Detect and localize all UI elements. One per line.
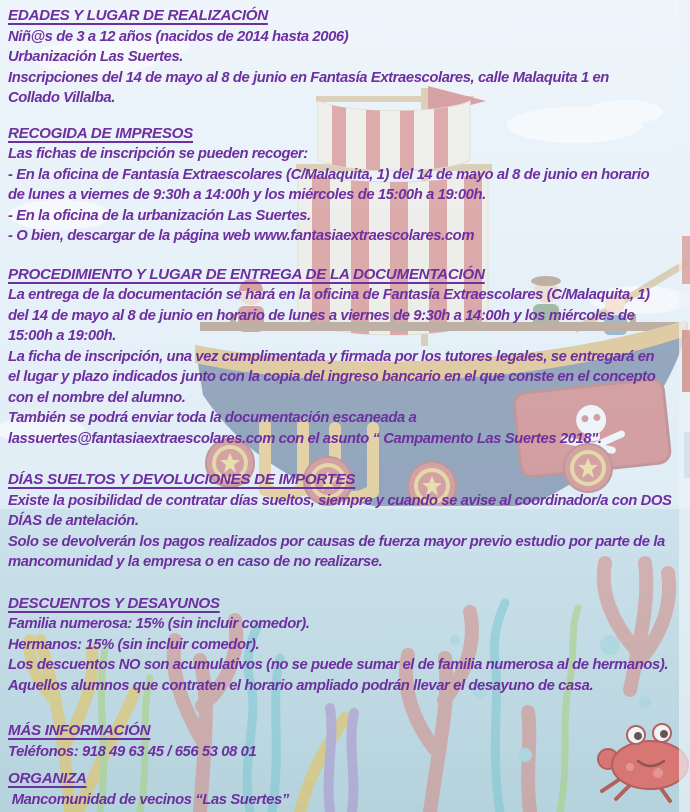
- section-recogida-impresos: [8, 124, 690, 247]
- email-line: lassuertes@fantasiaextraescolares.com con el asunto “ Campamento Las Suertes 2018".: [8, 430, 602, 447]
- text-line: con el nombre del alumno.: [8, 389, 186, 406]
- text-line: - En la oficina de la urbanización Las Suertes.: [8, 207, 311, 224]
- text-line: el lugar y plazo indicados junto con la copia del ingreso bancario en el que conste en el concepto: [8, 369, 656, 385]
- text-line: Collado Villalba.: [8, 90, 115, 106]
- section-heading: DESCUENTOS Y DESAYUNOS: [8, 594, 220, 612]
- section-heading: EDADES Y LUGAR DE REALIZACIÓN: [8, 7, 268, 24]
- text-line: La entrega de la documentación se hará en la oficina de Fantasía Extraescolares (C/Malaquita, 1): [8, 287, 650, 303]
- section-heading: ORGANIZA: [8, 770, 87, 787]
- section-edades-y-lugar: [8, 6, 690, 109]
- section-heading: RECOGIDA DE IMPRESOS: [8, 124, 193, 142]
- text-line: También se podrá enviar toda la documentación escaneada a: [8, 410, 417, 426]
- text-line: La ficha de inscripción, una vez cumplimentada y firmada por los tutores legales, se entregará en: [8, 348, 655, 365]
- text-line: Solo se devolverán los pagos realizados por causas de fuerza mayor previo estudio por parte de la: [8, 533, 665, 550]
- text-line: Existe la posibilidad de contratar días sueltos, siempre y cuando se avise al coordinador/a con DOS: [8, 492, 672, 509]
- text-line: Aquellos alumnos que contraten el horario ampliado podrán llevar el desayuno de casa.: [8, 677, 594, 694]
- section-descuentos-desayunos: [8, 594, 690, 697]
- text-line: de lunes a viernes de 9:30h a 14:00h y los miércoles de 15:00h a 19:00h.: [8, 187, 486, 203]
- section-heading: PROCEDIMIENTO Y LUGAR DE ENTREGA DE LA DOCUMENTACIÓN: [8, 265, 485, 283]
- section-heading: MÁS INFORMACIÓN: [8, 722, 151, 739]
- text-line: del 14 de mayo al 8 de junio en horario de lunes a viernes de 9:30h a 14:00h y los miércoles de: [8, 307, 635, 324]
- section-dias-sueltos: [8, 470, 690, 573]
- section-mas-informacion: [8, 721, 690, 762]
- text-line: - En la oficina de Fantasía Extraescolares (C/Malaquita, 1) del 14 de mayo al 8 de junio en horario: [8, 166, 650, 183]
- text-line: 15:00h a 19:00h.: [8, 328, 116, 344]
- text-line: mancomunidad y la empresa o en caso de no realizarse.: [8, 554, 383, 570]
- text-line: Familia numerosa: 15% (sin incluir comedor).: [8, 616, 310, 632]
- text-line: Las fichas de inscripción se pueden recoger:: [8, 146, 308, 162]
- organizer-line: Mancomunidad de vecinos “Las Suertes”: [8, 791, 289, 808]
- website-line: - O bien, descargar de la página web www.fantasiaextraescolares.com: [8, 228, 475, 244]
- section-procedimiento-entrega: [8, 265, 690, 450]
- text-line: Niñ@s de 3 a 12 años (nacidos de 2014 hasta 2006): [8, 28, 349, 45]
- text-line: DÍAS de antelación.: [8, 513, 139, 529]
- text-line: Hermanos: 15% (sin incluir comedor).: [8, 636, 260, 653]
- text-line: Inscripciones del 14 de mayo al 8 de junio en Fantasía Extraescolares, calle Malaquita 1 en: [8, 69, 609, 86]
- section-heading: DÍAS SUELTOS Y DEVOLUCIONES DE IMPORTES: [8, 471, 356, 488]
- section-organiza: [8, 769, 690, 810]
- text-line: Los descuentos NO son acumulativos (no se puede sumar el de familia numerosa al de hermanos).: [8, 657, 669, 673]
- text-line: Urbanización Las Suertes.: [8, 49, 184, 65]
- phone-numbers-line: Teléfonos: 918 49 63 45 / 656 53 08 01: [8, 743, 257, 760]
